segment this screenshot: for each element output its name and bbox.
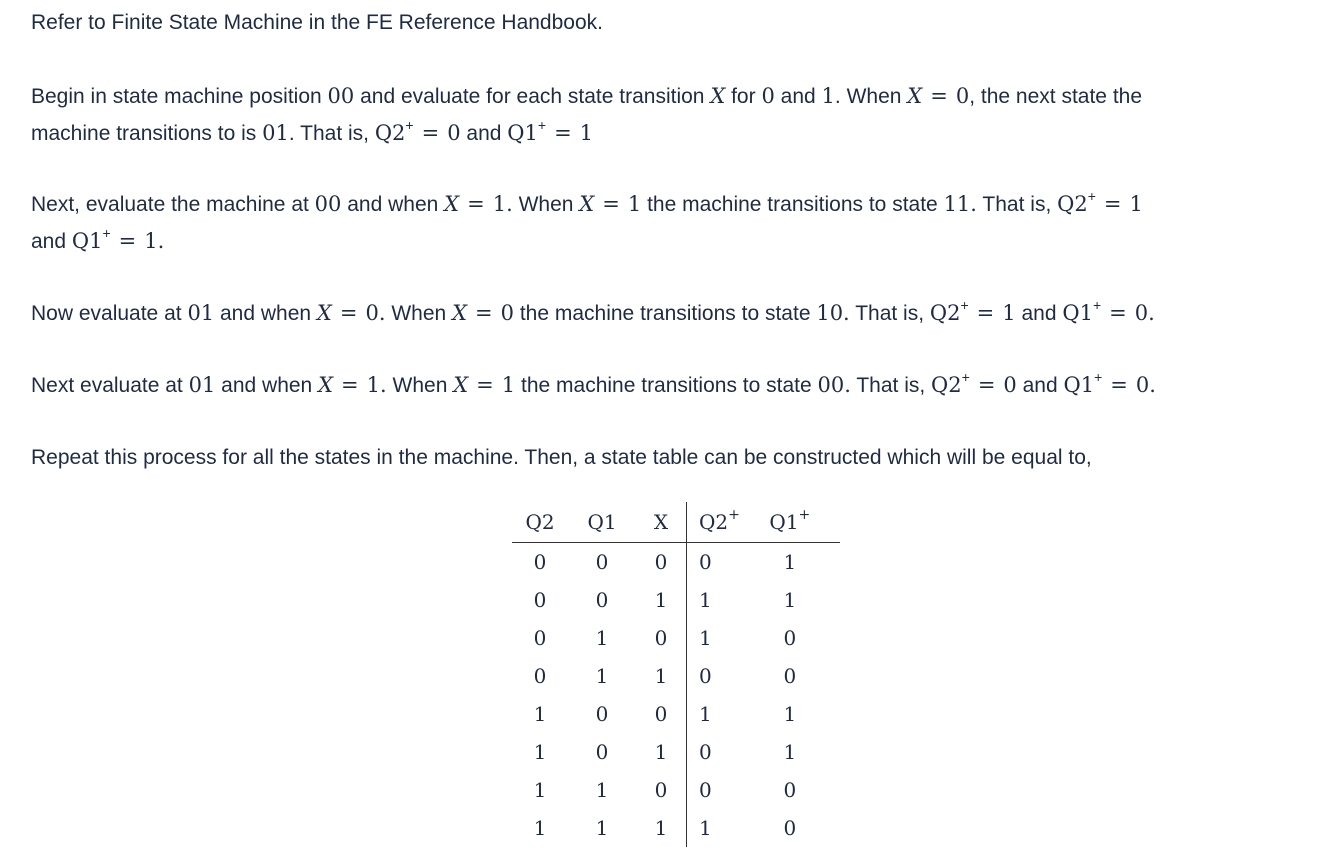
cell-x: 0 [636, 771, 687, 809]
header-q2-next: Q2+ [687, 502, 740, 543]
cell-q1-next: 1 [783, 740, 797, 764]
cell-q2: 1 [533, 740, 547, 764]
cell-q1: 0 [595, 550, 609, 574]
cell-q2-next: 1 [699, 588, 712, 612]
cell-x: 1 [636, 581, 687, 619]
table-row [512, 733, 840, 771]
cell-x: 1 [636, 657, 687, 695]
header-q1: Q1 [568, 502, 636, 543]
cell-q1: 0 [595, 588, 609, 612]
cell-q2-next: 0 [699, 740, 712, 764]
cell-q2: 0 [533, 664, 547, 688]
cell-q2: 0 [533, 626, 547, 650]
cell-q2: 0 [533, 588, 547, 612]
state-table-header [512, 502, 840, 543]
cell-q1: 1 [595, 626, 609, 650]
paragraph-state-00-x1: Next, evaluate the machine at 00 and when X = 1. When X = 1 the machine transitions to state 11. That is, Q2+ = 1 and Q1+ = 1. [31, 188, 1143, 253]
table-row [512, 695, 840, 733]
paragraph-repeat: Repeat this process for all the states in the machine. Then, a state table can be constructed which will be equal to, [31, 446, 1092, 469]
cell-x: 0 [636, 695, 687, 733]
header-x: X [636, 502, 687, 543]
intro-text: Refer to Finite State Machine in the FE Reference Handbook. [31, 11, 603, 34]
cell-q1: 0 [595, 740, 609, 764]
cell-q1: 1 [595, 664, 609, 688]
cell-q2-next: 0 [699, 778, 712, 802]
table-row [512, 581, 840, 619]
table-row [512, 619, 840, 657]
paragraph-state-01-x0: Now evaluate at 01 and when X = 0. When X = 0 the machine transitions to state 10. That is, Q2+ = 1 and Q1+ = 0. [31, 297, 1155, 325]
header-q2: Q2 [512, 502, 568, 543]
cell-q1-next: 1 [783, 588, 797, 612]
state-table [512, 502, 840, 847]
cell-q1-next: 0 [783, 778, 797, 802]
cell-q1: 1 [595, 778, 609, 802]
cell-q1: 1 [595, 816, 609, 840]
paragraph-initial-state: Begin in state machine position 00 and evaluate for each state transition X for 0 and 1. When X = 0, the next state the machine transitions to is 01. That is, Q2+ = 0 and Q1+ = 1 [31, 84, 1143, 145]
cell-q1-next: 1 [783, 702, 797, 726]
table-row [512, 543, 840, 582]
cell-x: 0 [636, 619, 687, 657]
cell-q2-next: 1 [699, 626, 712, 650]
cell-q1-next: 1 [783, 550, 797, 574]
cell-q2-next: 0 [699, 664, 712, 688]
cell-q1-next: 0 [783, 816, 797, 840]
cell-q2-next: 0 [699, 550, 712, 574]
table-row [512, 809, 840, 847]
header-q1-next: Q1+ [740, 502, 840, 543]
cell-q2: 1 [533, 816, 547, 840]
table-row [512, 771, 840, 809]
cell-q1: 0 [595, 702, 609, 726]
cell-q2: 0 [533, 550, 547, 574]
cell-x: 1 [636, 809, 687, 847]
cell-x: 0 [636, 543, 687, 582]
cell-q1-next: 0 [783, 626, 797, 650]
cell-q2: 1 [533, 702, 547, 726]
cell-x: 1 [636, 733, 687, 771]
paragraph-state-01-x1: Next evaluate at 01 and when X = 1. When X = 1 the machine transitions to state 00. That is, Q2+ = 0 and Q1+ = 0. [31, 369, 1156, 397]
cell-q2-next: 1 [699, 816, 712, 840]
cell-q1-next: 0 [783, 664, 797, 688]
cell-q2-next: 1 [699, 702, 712, 726]
table-row [512, 657, 840, 695]
cell-q2: 1 [533, 778, 547, 802]
